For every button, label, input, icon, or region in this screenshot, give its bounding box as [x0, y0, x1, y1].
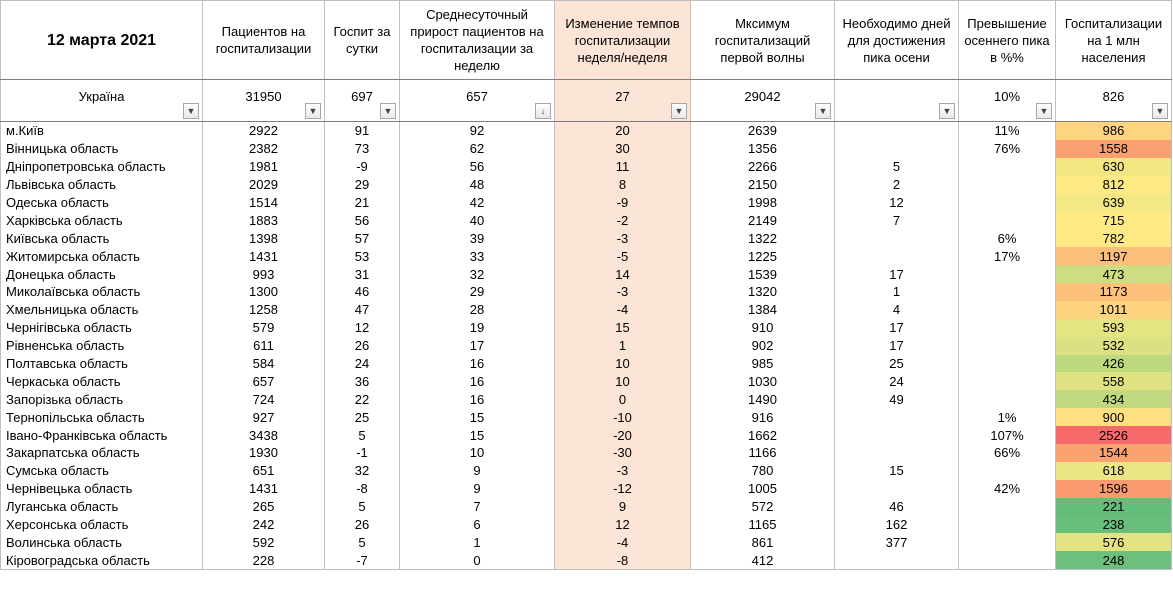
region-name[interactable]: Донецька область: [1, 265, 203, 283]
table-cell[interactable]: 2526: [1056, 426, 1172, 444]
region-name[interactable]: Одеська область: [1, 194, 203, 212]
table-row: [1, 516, 1172, 534]
table-cell[interactable]: 73: [325, 140, 400, 158]
table-cell[interactable]: -5: [555, 247, 691, 265]
table-cell[interactable]: -2: [555, 211, 691, 229]
total-value: 826: [1102, 89, 1125, 104]
region-name[interactable]: Херсонська область: [1, 516, 203, 534]
table-cell[interactable]: 1322: [691, 229, 835, 247]
table-cell[interactable]: 30: [555, 140, 691, 158]
header-row: [1, 1, 1172, 80]
region-name[interactable]: Запорізька область: [1, 390, 203, 408]
table-cell[interactable]: 572: [691, 498, 835, 516]
table-cell[interactable]: 26: [325, 337, 400, 355]
total-value: 29042: [744, 89, 781, 104]
table-cell[interactable]: 986: [1056, 122, 1172, 140]
total-cell: [835, 80, 959, 122]
table-cell[interactable]: 40: [400, 211, 555, 229]
table-cell[interactable]: 927: [203, 408, 325, 426]
region-name[interactable]: Львівська область: [1, 176, 203, 194]
table-cell[interactable]: 26: [325, 516, 400, 534]
table-cell[interactable]: -4: [555, 301, 691, 319]
table-cell[interactable]: -9: [325, 158, 400, 176]
region-name[interactable]: Кіровоградська область: [1, 551, 203, 569]
table-row: [1, 355, 1172, 373]
table-row: [1, 372, 1172, 390]
table-cell[interactable]: 17: [400, 337, 555, 355]
table-cell[interactable]: [835, 426, 959, 444]
table-cell[interactable]: [959, 158, 1056, 176]
region-name[interactable]: м.Київ: [1, 122, 203, 140]
table-cell[interactable]: 15: [835, 462, 959, 480]
table-row: [1, 265, 1172, 283]
table-cell[interactable]: 5: [325, 498, 400, 516]
table-cell[interactable]: -10: [555, 408, 691, 426]
table-cell[interactable]: 1930: [203, 444, 325, 462]
table-cell[interactable]: 593: [1056, 319, 1172, 337]
table-cell[interactable]: 9: [400, 480, 555, 498]
region-name[interactable]: Черкаська область: [1, 372, 203, 390]
table-cell[interactable]: [835, 444, 959, 462]
table-row: [1, 480, 1172, 498]
table-row: [1, 140, 1172, 158]
table-cell[interactable]: 66%: [959, 444, 1056, 462]
table-cell[interactable]: 993: [203, 265, 325, 283]
total-value: 10%: [993, 89, 1021, 104]
table-cell[interactable]: 9: [555, 498, 691, 516]
region-name[interactable]: Сумська область: [1, 462, 203, 480]
table-cell[interactable]: 1544: [1056, 444, 1172, 462]
table-cell[interactable]: 426: [1056, 355, 1172, 373]
region-name[interactable]: Миколаївська область: [1, 283, 203, 301]
table-cell[interactable]: 7: [835, 211, 959, 229]
table-row: [1, 229, 1172, 247]
table-cell[interactable]: 12: [325, 319, 400, 337]
table-row: [1, 337, 1172, 355]
table-cell[interactable]: 17%: [959, 247, 1056, 265]
table-cell[interactable]: [959, 319, 1056, 337]
col-header: Мксимум госпитализаций первой волны: [691, 1, 835, 80]
table-cell[interactable]: 31: [325, 265, 400, 283]
col-header: Пациентов на госпитализации: [203, 1, 325, 80]
table-cell[interactable]: [835, 480, 959, 498]
table-cell[interactable]: 2266: [691, 158, 835, 176]
region-name[interactable]: Хмельницька область: [1, 301, 203, 319]
table-cell[interactable]: 861: [691, 533, 835, 551]
total-value: 697: [351, 89, 373, 104]
table-cell[interactable]: 22: [325, 390, 400, 408]
table-cell[interactable]: 592: [203, 533, 325, 551]
table-cell[interactable]: [959, 498, 1056, 516]
table-cell[interactable]: 238: [1056, 516, 1172, 534]
table-cell[interactable]: [835, 247, 959, 265]
table-cell[interactable]: 1883: [203, 211, 325, 229]
table-row: [1, 462, 1172, 480]
table-cell[interactable]: 576: [1056, 533, 1172, 551]
table-cell[interactable]: 618: [1056, 462, 1172, 480]
table-cell[interactable]: -8: [555, 551, 691, 569]
table-cell[interactable]: 17: [835, 265, 959, 283]
region-name[interactable]: Київська область: [1, 229, 203, 247]
table-cell[interactable]: 21: [325, 194, 400, 212]
table-row: [1, 444, 1172, 462]
table-cell[interactable]: 1998: [691, 194, 835, 212]
filter-dropdown-icon[interactable]: ▼: [671, 103, 687, 119]
table-cell[interactable]: 0: [400, 551, 555, 569]
table-cell[interactable]: [959, 533, 1056, 551]
table-cell[interactable]: [959, 462, 1056, 480]
table-cell[interactable]: 14: [555, 265, 691, 283]
table-cell[interactable]: 715: [1056, 211, 1172, 229]
table-cell[interactable]: 1558: [1056, 140, 1172, 158]
table-cell[interactable]: 57: [325, 229, 400, 247]
col-header: Госпит за сутки: [325, 1, 400, 80]
table-cell[interactable]: -1: [325, 444, 400, 462]
table-cell[interactable]: 2029: [203, 176, 325, 194]
table-cell[interactable]: 473: [1056, 265, 1172, 283]
table-cell[interactable]: 812: [1056, 176, 1172, 194]
table-cell[interactable]: 3438: [203, 426, 325, 444]
table-cell[interactable]: 1539: [691, 265, 835, 283]
table-cell[interactable]: 15: [400, 408, 555, 426]
table-cell[interactable]: 900: [1056, 408, 1172, 426]
table-cell[interactable]: 1384: [691, 301, 835, 319]
table-cell[interactable]: 1431: [203, 480, 325, 498]
table-cell[interactable]: 2639: [691, 122, 835, 140]
table-cell[interactable]: 162: [835, 516, 959, 534]
region-name[interactable]: Дніпропетровська область: [1, 158, 203, 176]
table-cell[interactable]: 10: [400, 444, 555, 462]
table-cell[interactable]: [959, 194, 1056, 212]
table-cell[interactable]: 20: [555, 122, 691, 140]
total-name: Україна: [78, 89, 125, 104]
total-cell: [400, 80, 555, 122]
table-cell[interactable]: 1514: [203, 194, 325, 212]
filter-dropdown-icon[interactable]: ▼: [380, 103, 396, 119]
region-name[interactable]: Рівненська область: [1, 337, 203, 355]
table-cell[interactable]: -9: [555, 194, 691, 212]
table-cell[interactable]: 412: [691, 551, 835, 569]
table-cell[interactable]: -8: [325, 480, 400, 498]
table-cell[interactable]: 1005: [691, 480, 835, 498]
table-cell[interactable]: 16: [400, 372, 555, 390]
table-row: [1, 390, 1172, 408]
table-cell[interactable]: 782: [1056, 229, 1172, 247]
table-cell[interactable]: 1165: [691, 516, 835, 534]
table-cell[interactable]: [835, 140, 959, 158]
table-cell[interactable]: 56: [325, 211, 400, 229]
table-cell[interactable]: 28: [400, 301, 555, 319]
table-cell[interactable]: 221: [1056, 498, 1172, 516]
table-cell[interactable]: 1197: [1056, 247, 1172, 265]
table-cell[interactable]: 228: [203, 551, 325, 569]
table-cell[interactable]: 2149: [691, 211, 835, 229]
table-cell[interactable]: 1: [835, 283, 959, 301]
region-name[interactable]: Луганська область: [1, 498, 203, 516]
table-cell[interactable]: 12: [835, 194, 959, 212]
table-row: [1, 551, 1172, 569]
table-cell[interactable]: 2922: [203, 122, 325, 140]
table-cell[interactable]: 611: [203, 337, 325, 355]
table-cell[interactable]: -30: [555, 444, 691, 462]
table-cell[interactable]: 265: [203, 498, 325, 516]
table-cell[interactable]: 24: [835, 372, 959, 390]
table-cell[interactable]: 16: [400, 355, 555, 373]
table-cell[interactable]: [959, 355, 1056, 373]
table-row: [1, 176, 1172, 194]
table-cell[interactable]: 5: [325, 426, 400, 444]
table-cell[interactable]: 48: [400, 176, 555, 194]
table-cell[interactable]: 1431: [203, 247, 325, 265]
table-cell[interactable]: -7: [325, 551, 400, 569]
table-row: [1, 247, 1172, 265]
table-cell[interactable]: 6: [400, 516, 555, 534]
table-row: [1, 498, 1172, 516]
filter-dropdown-icon[interactable]: ▼: [1036, 103, 1052, 119]
total-cell: [203, 80, 325, 122]
table-cell[interactable]: 1356: [691, 140, 835, 158]
table-cell[interactable]: 5: [835, 158, 959, 176]
total-row: [1, 80, 1172, 122]
col-header: Превышение осеннего пика в %%: [959, 1, 1056, 80]
table-cell[interactable]: 25: [835, 355, 959, 373]
table-cell[interactable]: 16: [400, 390, 555, 408]
total-cell: [555, 80, 691, 122]
table-cell[interactable]: 1300: [203, 283, 325, 301]
table-cell[interactable]: 1981: [203, 158, 325, 176]
table-cell[interactable]: 910: [691, 319, 835, 337]
table-cell[interactable]: 639: [1056, 194, 1172, 212]
table-cell[interactable]: 1662: [691, 426, 835, 444]
table-cell[interactable]: 0: [555, 390, 691, 408]
filter-dropdown-icon[interactable]: ▼: [939, 103, 955, 119]
table-cell[interactable]: 39: [400, 229, 555, 247]
table-cell[interactable]: 434: [1056, 390, 1172, 408]
table-cell[interactable]: 11: [555, 158, 691, 176]
table-cell[interactable]: 42: [400, 194, 555, 212]
table-cell[interactable]: 42%: [959, 480, 1056, 498]
total-cell: [325, 80, 400, 122]
table-cell[interactable]: -3: [555, 462, 691, 480]
table-cell[interactable]: 916: [691, 408, 835, 426]
table-cell[interactable]: 10: [555, 355, 691, 373]
table-cell[interactable]: 1490: [691, 390, 835, 408]
filter-dropdown-icon[interactable]: ▼: [815, 103, 831, 119]
table-cell[interactable]: -20: [555, 426, 691, 444]
table-row: [1, 533, 1172, 551]
col-header: Изменение темпов госпитализации неделя/неделя: [555, 1, 691, 80]
region-name[interactable]: Івано-Франківська область: [1, 426, 203, 444]
table-row: [1, 426, 1172, 444]
table-cell[interactable]: 29: [325, 176, 400, 194]
table-cell[interactable]: 584: [203, 355, 325, 373]
table-cell[interactable]: 1173: [1056, 283, 1172, 301]
region-name[interactable]: Чернівецька область: [1, 480, 203, 498]
table-cell[interactable]: 1%: [959, 408, 1056, 426]
total-cell: [691, 80, 835, 122]
table-cell[interactable]: 7: [400, 498, 555, 516]
table-cell[interactable]: [959, 516, 1056, 534]
total-value: 27: [615, 89, 630, 104]
table-cell[interactable]: 630: [1056, 158, 1172, 176]
table-cell[interactable]: [959, 337, 1056, 355]
table-cell[interactable]: 33: [400, 247, 555, 265]
table-cell[interactable]: [959, 283, 1056, 301]
region-name[interactable]: Волинська область: [1, 533, 203, 551]
table-cell[interactable]: [835, 551, 959, 569]
table-cell[interactable]: 902: [691, 337, 835, 355]
table-cell[interactable]: 1166: [691, 444, 835, 462]
filter-dropdown-icon[interactable]: ▼: [183, 103, 199, 119]
table-row: [1, 408, 1172, 426]
table-cell[interactable]: 19: [400, 319, 555, 337]
table-cell[interactable]: [959, 301, 1056, 319]
table-cell[interactable]: 242: [203, 516, 325, 534]
table-body: [1, 122, 1172, 570]
table-row: [1, 158, 1172, 176]
table-cell[interactable]: 1030: [691, 372, 835, 390]
table-cell[interactable]: 377: [835, 533, 959, 551]
table-cell[interactable]: 248: [1056, 551, 1172, 569]
table-cell[interactable]: 15: [400, 426, 555, 444]
table-cell[interactable]: 1011: [1056, 301, 1172, 319]
table-cell[interactable]: 10: [555, 372, 691, 390]
table-cell[interactable]: 92: [400, 122, 555, 140]
region-name[interactable]: Тернопільська область: [1, 408, 203, 426]
table-cell[interactable]: [959, 372, 1056, 390]
table-cell[interactable]: 780: [691, 462, 835, 480]
region-name[interactable]: Харківська область: [1, 211, 203, 229]
table-cell[interactable]: 107%: [959, 426, 1056, 444]
table-cell[interactable]: 657: [203, 372, 325, 390]
table-row: [1, 319, 1172, 337]
table-row: [1, 194, 1172, 212]
table-cell[interactable]: 91: [325, 122, 400, 140]
region-name[interactable]: Вінницька область: [1, 140, 203, 158]
table-cell[interactable]: -3: [555, 283, 691, 301]
table-row: [1, 301, 1172, 319]
table-cell[interactable]: 17: [835, 319, 959, 337]
table-cell[interactable]: 15: [555, 319, 691, 337]
table-cell[interactable]: 46: [325, 283, 400, 301]
table-cell[interactable]: 724: [203, 390, 325, 408]
col-header: Среднесуточный прирост пациентов на госпитализации за неделю: [400, 1, 555, 80]
table-cell[interactable]: 2150: [691, 176, 835, 194]
table-cell[interactable]: 62: [400, 140, 555, 158]
total-value: 31950: [245, 89, 282, 104]
table-cell[interactable]: 558: [1056, 372, 1172, 390]
table-cell[interactable]: 49: [835, 390, 959, 408]
table-cell[interactable]: [835, 408, 959, 426]
table-cell[interactable]: 11%: [959, 122, 1056, 140]
region-name[interactable]: Чернігівська область: [1, 319, 203, 337]
table-cell[interactable]: [959, 176, 1056, 194]
table-cell[interactable]: 12: [555, 516, 691, 534]
table-cell[interactable]: 24: [325, 355, 400, 373]
table-cell[interactable]: [959, 265, 1056, 283]
total-name-cell: [1, 80, 203, 122]
total-cell: [959, 80, 1056, 122]
table-cell[interactable]: [959, 390, 1056, 408]
region-name[interactable]: Житомирська область: [1, 247, 203, 265]
table-cell[interactable]: -12: [555, 480, 691, 498]
table-cell[interactable]: -3: [555, 229, 691, 247]
table-cell[interactable]: 25: [325, 408, 400, 426]
table-cell[interactable]: 5: [325, 533, 400, 551]
table-cell[interactable]: 2: [835, 176, 959, 194]
table-cell[interactable]: 36: [325, 372, 400, 390]
filter-dropdown-icon[interactable]: ▼: [305, 103, 321, 119]
table-cell[interactable]: [835, 122, 959, 140]
region-name[interactable]: Закарпатська область: [1, 444, 203, 462]
table-cell[interactable]: 8: [555, 176, 691, 194]
table-row: [1, 283, 1172, 301]
table-cell[interactable]: 53: [325, 247, 400, 265]
table-cell[interactable]: 46: [835, 498, 959, 516]
date-title: 12 марта 2021: [1, 1, 203, 80]
table-cell[interactable]: 6%: [959, 229, 1056, 247]
table-cell[interactable]: 2382: [203, 140, 325, 158]
table-cell[interactable]: 47: [325, 301, 400, 319]
table-cell[interactable]: 532: [1056, 337, 1172, 355]
table-cell[interactable]: 76%: [959, 140, 1056, 158]
total-cell: [1056, 80, 1172, 122]
table-cell[interactable]: -4: [555, 533, 691, 551]
total-value: 657: [466, 89, 488, 104]
table-cell[interactable]: [959, 211, 1056, 229]
col-header: Госпитализации на 1 млн населения: [1056, 1, 1172, 80]
table-cell[interactable]: 9: [400, 462, 555, 480]
sort-descending-filter-icon[interactable]: ↓: [535, 103, 551, 119]
table-cell[interactable]: 1: [400, 533, 555, 551]
table-row: [1, 211, 1172, 229]
table-cell[interactable]: 985: [691, 355, 835, 373]
region-name[interactable]: Полтавська область: [1, 355, 203, 373]
col-header: Необходимо дней для достижения пика осени: [835, 1, 959, 80]
table-cell[interactable]: 32: [325, 462, 400, 480]
table-cell[interactable]: 1320: [691, 283, 835, 301]
table-cell[interactable]: [835, 229, 959, 247]
table-cell[interactable]: 579: [203, 319, 325, 337]
table-cell[interactable]: 1596: [1056, 480, 1172, 498]
table-row: [1, 122, 1172, 140]
table-cell[interactable]: [959, 551, 1056, 569]
table-cell[interactable]: 1258: [203, 301, 325, 319]
table-cell[interactable]: 4: [835, 301, 959, 319]
table-cell[interactable]: 17: [835, 337, 959, 355]
table-cell[interactable]: 56: [400, 158, 555, 176]
filter-dropdown-icon[interactable]: ▼: [1152, 103, 1168, 119]
table-cell[interactable]: 32: [400, 265, 555, 283]
table-cell[interactable]: 29: [400, 283, 555, 301]
table-cell[interactable]: 651: [203, 462, 325, 480]
table-cell[interactable]: 1225: [691, 247, 835, 265]
table-cell[interactable]: 1: [555, 337, 691, 355]
table-cell[interactable]: 1398: [203, 229, 325, 247]
